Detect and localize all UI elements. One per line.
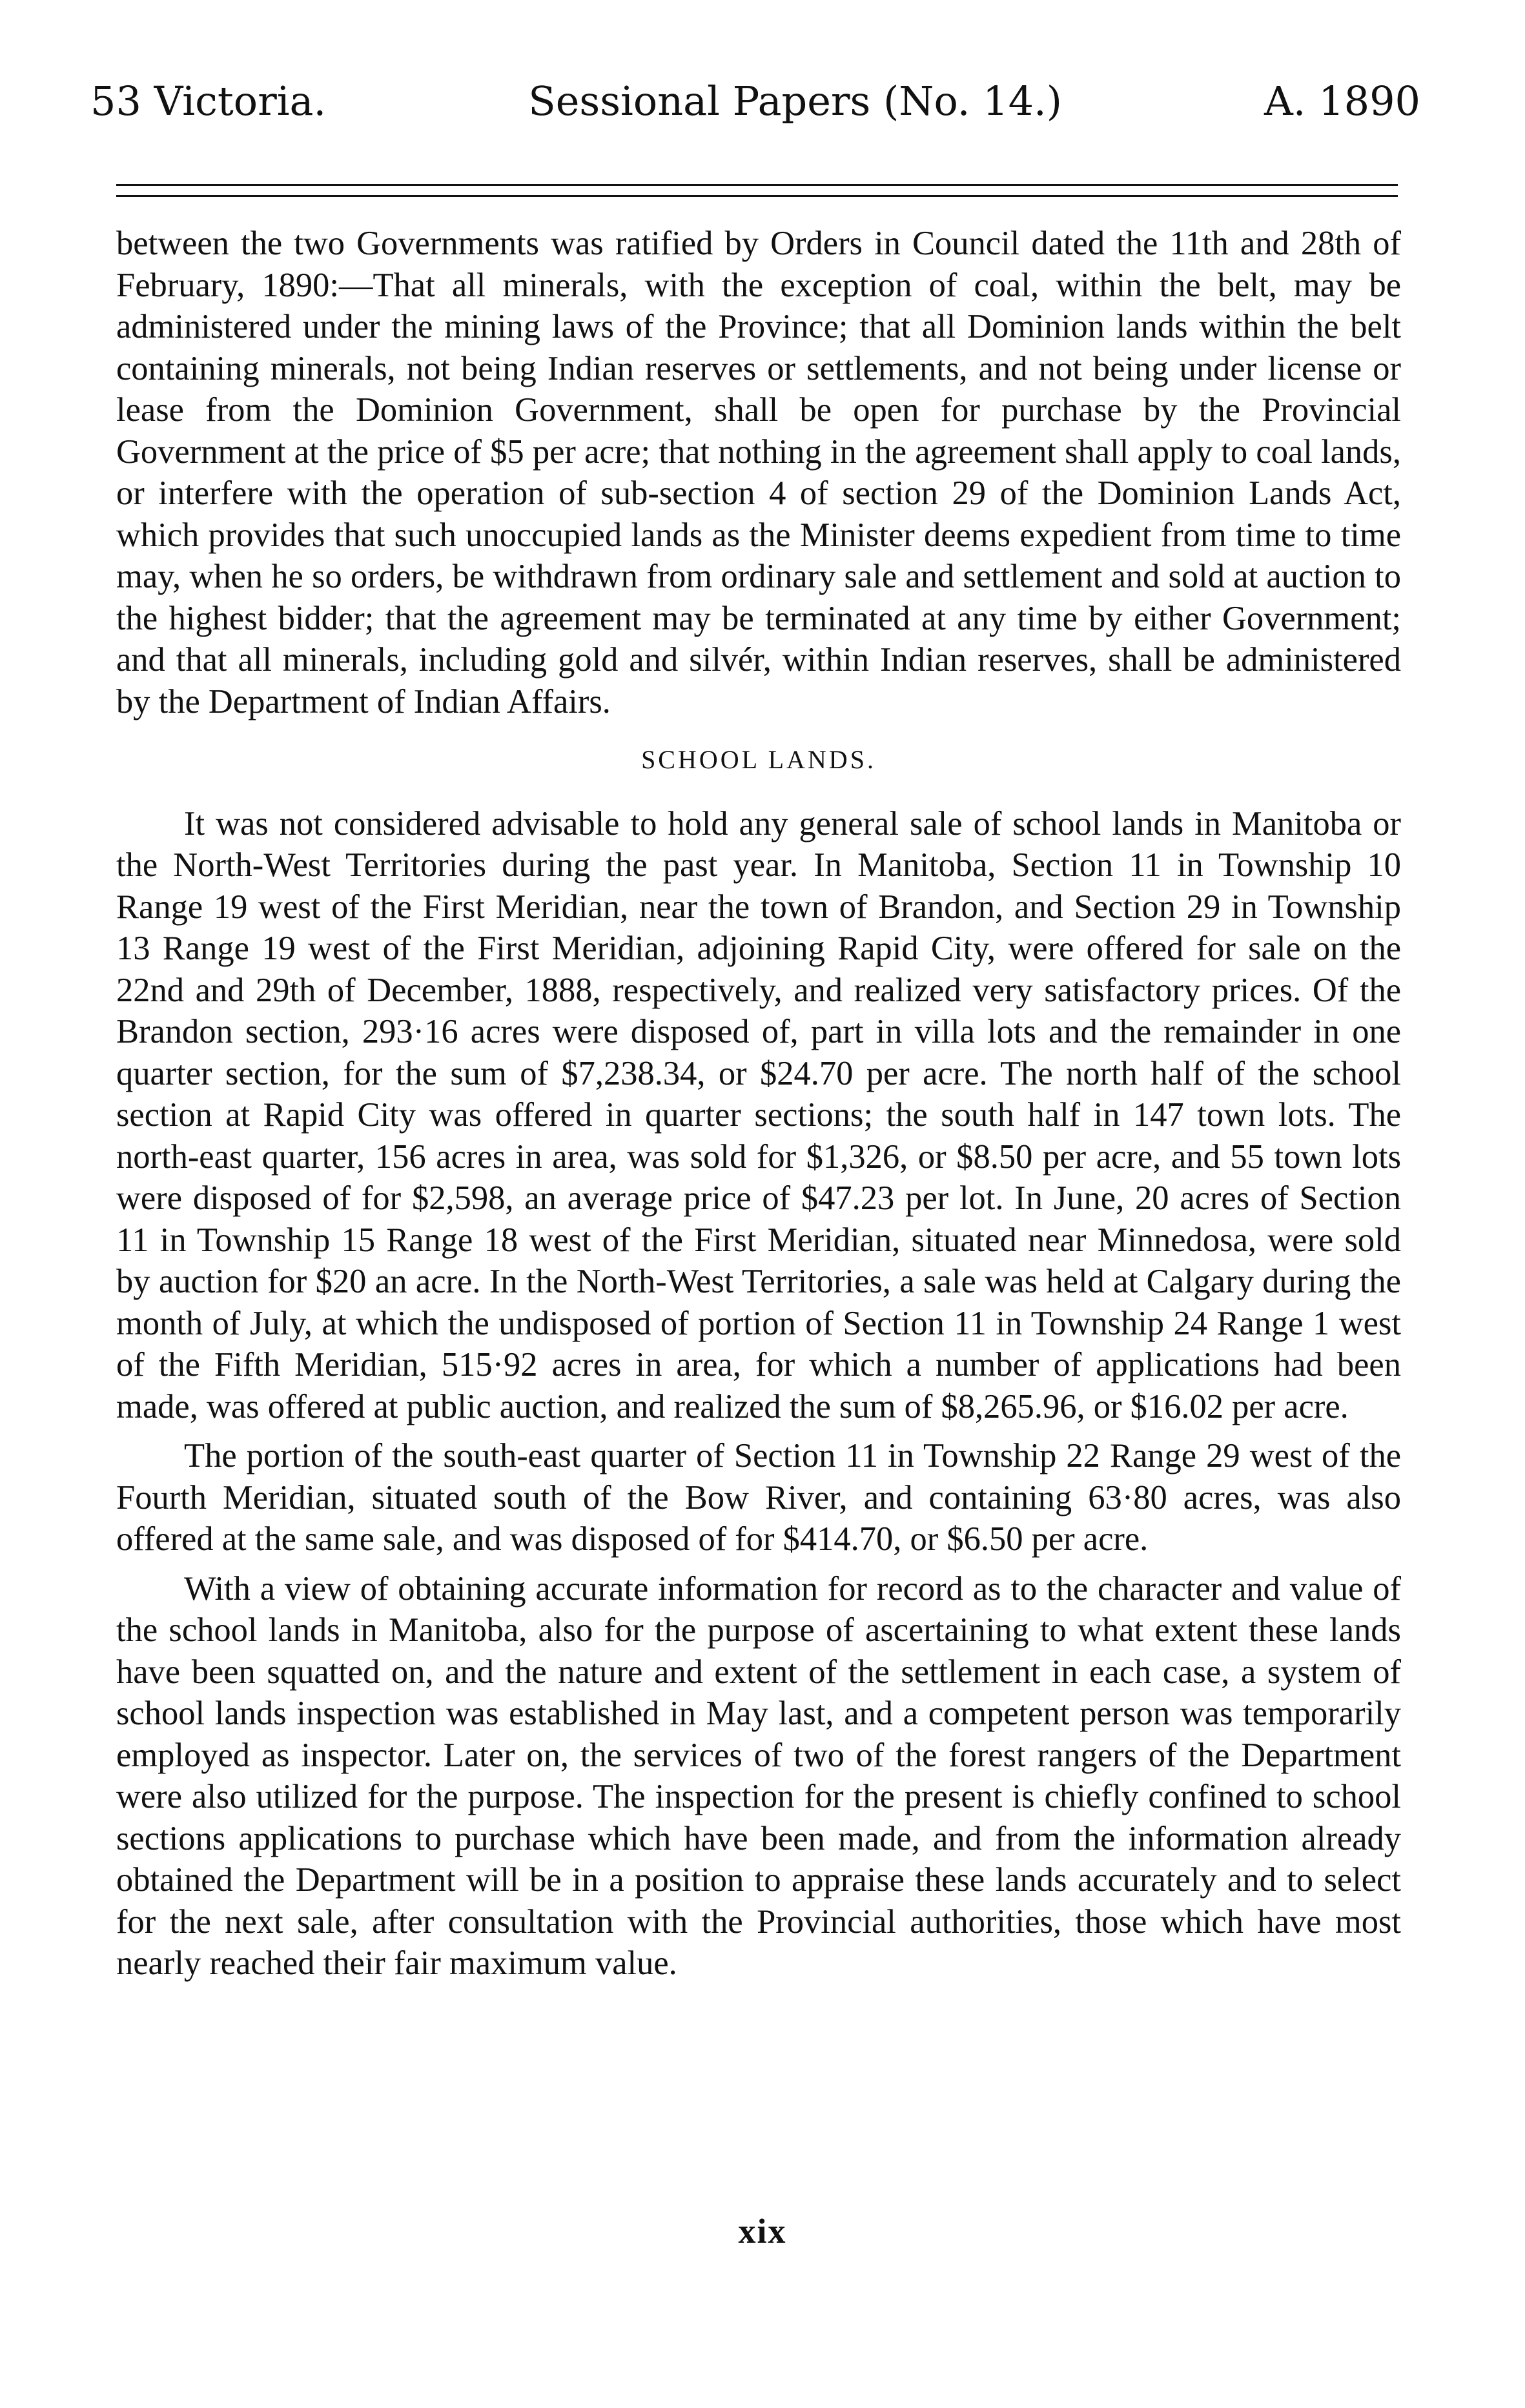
body-text [116,223,1401,1992]
section-heading-school-lands: SCHOOL LANDS. [641,745,876,774]
header-volume: 53 Victoria. [90,77,327,125]
paragraph-inspection: With a view of obtaining accurate information for record as to the character and value of the school lands in Manitoba, also for the purpose of ascertaining to what extent these lands have been squatted on, and the nature and extent of the settlement in each case, a system of school lands inspection was established in May last, and a competent person was temporarily employed as inspector. Later on, the services of two of the forest rangers of the Department were also utilized for the purpose. The inspection for the present is chiefly confined to school sections applications to purchase which have been made, and from the information already obtained the Department will be in a position to appraise these lands accurately and to select for the next sale, after consultation with the Provincial authorities, those which have most nearly reached their fair maximum value. [116,1569,1401,1982]
header-year: A. 1890 [1264,77,1420,125]
running-header [90,77,1420,155]
header-rule-bottom [116,195,1398,197]
paragraph-bow-river-sale: The portion of the south-east quarter of Section 11 in Township 22 Range 29 west of the Fourth Meridian, situated south of the Bow River, and containing 63·80 acres, was also offered at the same sale, and was disposed of for $414.70, or $6.50 per acre. [116,1437,1401,1558]
header-double-rule [116,184,1398,206]
header-rule-top [116,184,1398,186]
paragraph-school-land-sales: It was not considered advisable to hold any general sale of school lands in Manitoba or the North-West Territories during the past year. In Manitoba, Section 11 in Township 10 Range 19 west of the First Meridian, near the town of Brandon, and Section 29 in Township 13 Range 19 west of the First Meridian, adjoining Rapid City, were offered for sale on the 22nd and 29th of December, 1888, respectively, and realized very satisfactory prices. Of the Brandon section, 293·16 acres were disposed of, part in villa lots and the remainder in one quarter section, for the sum of $7,238.34, or $24.70 per acre. The north half of the school section at Rapid City was offered in quarter sections; the south half in 147 town lots. The north-east quarter, 156 acres in area, was sold for $1,326, or $8.50 per acre, and 55 town lots were disposed of for $2,598, an average price of $47.23 per lot. In June, 20 acres of Section 11 in Township 15 Range 18 west of the First Meridian, situated near Minnedosa, were sold by auction for $20 an acre. In the North-West Territories, a sale was held at Calgary during the month of July, at which the undisposed of portion of Section 11 in Township 24 Range 1 west of the Fifth Meridian, 515·92 acres in area, for which a number of applications had been made, was offered at public auction, and realized the sum of $8,265.96, or $16.02 per acre. [116,804,1401,1425]
header-title: Sessional Papers (No. 14.) [528,77,1062,125]
page-number: xix [738,2212,787,2250]
paragraph-agreement: between the two Governments was ratified by Orders in Council dated the 11th and 28th of February, 1890:—That all minerals, with the exception of coal, within the belt, may be administered under the mining laws of the Province; that all Dominion lands within the belt containing minerals, not being Indian reserves or settlements, and not being under license or lease from the Dominion Government, shall be open for purchase by the Provincial Government at the price of $5 per acre; that nothing in the agreement shall apply to coal lands, or interfere with the operation of sub-section 4 of section 29 of the Dominion Lands Act, which provides that such unoccupied lands as the Minister deems expedient from time to time may, when he so orders, be withdrawn from ordinary sale and settlement and sold at auction to the highest bidder; that the agreement may be terminated at any time by either Government; and that all minerals, including gold and silvér, within Indian reserves, shall be administered by the Department of Indian Affairs. [116,225,1401,720]
